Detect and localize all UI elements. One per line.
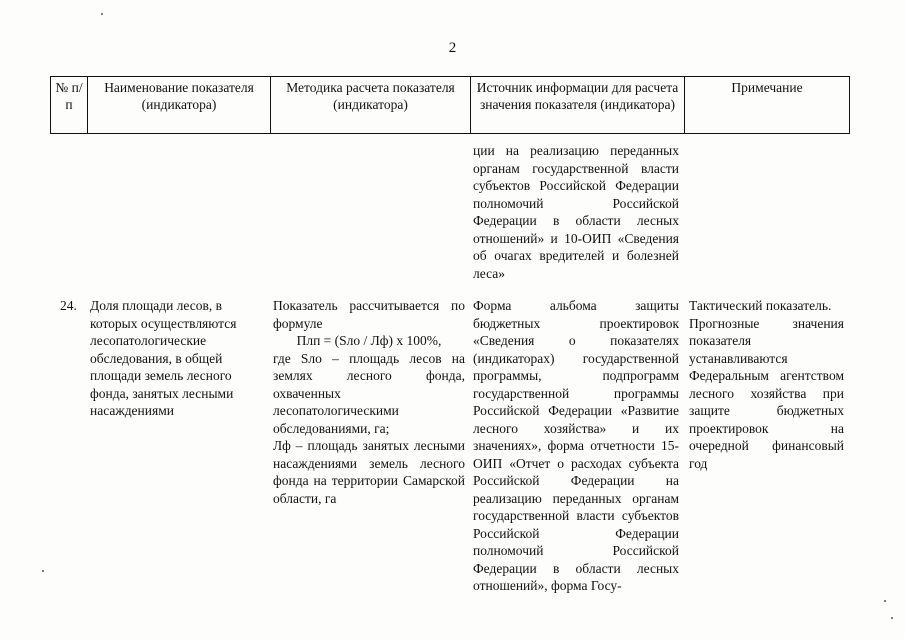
- source-continuation: ции на реализацию переданных органам государственной власти субъектов Российской Федерации полномочий Российской Федерации в области лесных отношений» и 10-ОИП «Сведения об очагах вредителей и болезней леса»: [473, 143, 679, 281]
- table-header: [50, 76, 850, 134]
- information-source: Форма альбома защиты бюджетных проектировок «Сведения о показателях (индикаторах) государственной программы, подпрограмм государственной программы Российской Федерации «Развитие лесного хозяйства» и их значениях», форма отчетности 15-ОИП «Отчет о расходах субъекта Российской Федерации на реализацию переданных органам государственной власти субъектов Российской Федерации полномочий Российской Федерации в области лесных отношений», форма Госу-: [473, 298, 679, 593]
- method-formula: Плп = (Sло / Лф) x 100%,: [296, 333, 442, 348]
- indicator-name: Доля площади лесов, в которых осуществляются лесопатологические обследования, в общей площади земель лесного фонда, занятых лесными насаждениями: [90, 298, 237, 418]
- calculation-method: [273, 297, 465, 507]
- method-intro: Показатель рассчитывается по формуле: [273, 298, 465, 331]
- note-indicator-type: Тактический показатель.: [689, 298, 832, 313]
- scan-speck: [101, 13, 103, 15]
- row-number: 24.: [60, 298, 77, 313]
- note: [689, 297, 844, 472]
- method-where-lf: Лф – площадь занятых лесными насаждениями земель лесного фонда на территории Самарской области, га: [273, 438, 465, 506]
- scan-speck: [884, 600, 886, 602]
- note-forecast: Прогнозные значения показателя устанавливаются Федеральным агентством лесного хозяйства при защите бюджетных проектировок на очередной финансовый год: [689, 315, 844, 471]
- method-where-sло: где Sло – площадь лесов на землях лесного фонда, охваченных лесопатологическими обследованиями, га;: [273, 350, 465, 436]
- scan-speck: [42, 570, 44, 572]
- page-number: 2: [448, 40, 457, 56]
- header-indicator-name: Наименование показателя (индикатора): [88, 77, 271, 134]
- header-number: № п/п: [51, 77, 88, 134]
- scan-speck: [891, 617, 893, 619]
- header-method: Методика расчета показателя (индикатора): [271, 77, 471, 134]
- header-source: Источник информации для расчета значения показателя (индикатора): [471, 77, 685, 134]
- header-note: Примечание: [685, 77, 850, 134]
